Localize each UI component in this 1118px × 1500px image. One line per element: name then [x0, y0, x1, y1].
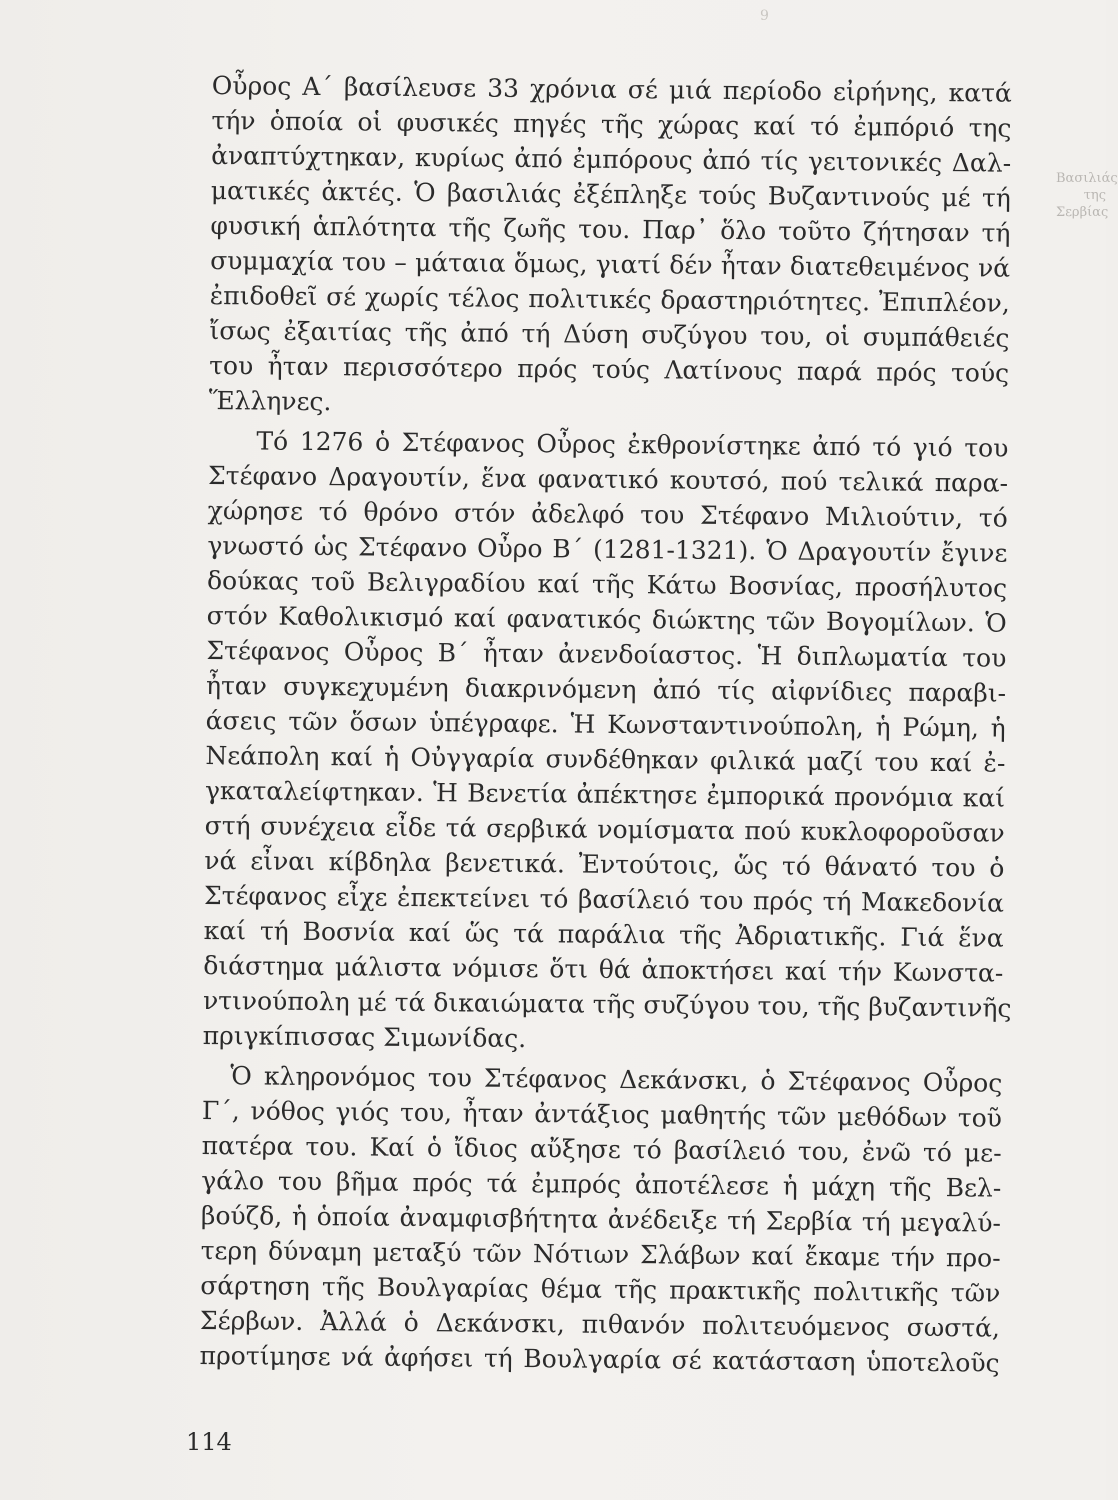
body-text	[199, 68, 1011, 1381]
text-line: γάλο του βῆμα πρός τά ἐμπρός ἀποτέλεσε ἡ μάχη τῆς Βελ-	[201, 1165, 1002, 1203]
text-line: Στέφανος εἶχε ἐπεκτείνει τό βασίλειό του πρός τή Μακεδονία	[203, 880, 1005, 918]
text-line: Ὁ κληρονόμος του Στέφανος Δεκάνσκι, ὁ Στέφανος Οὖρος	[230, 1061, 1003, 1098]
text-line: προτίμησε νά ἀφήσει τή Βουλγαρία σέ κατάσταση ὑποτελοῦς	[199, 1340, 1000, 1378]
text-line: Σέρβων. Ἀλλά ὁ Δεκάνσκι, πιθανόν πολιτευόμενος σωστά,	[199, 1305, 1001, 1343]
text-line: Οὖρος Α΄ βασίλευσε 33 χρόνια σέ μιά περίοδο εἰρήνης, κατά	[211, 70, 1012, 108]
top-margin-mark: 9	[760, 8, 769, 24]
text-line: τήν ὁποία οἱ φυσικές πηγές τῆς χώρας καί τό ἐμπόριό της	[211, 105, 1012, 143]
text-line: πριγκίπισσας Σιμωνίδας.	[202, 1020, 527, 1054]
text-line: διάστημα μάλιστα νόμισε ὅτι θά ἀποκτήσει καί τήν Κωνστα-	[203, 950, 1004, 988]
text-line: σάρτηση τῆς Βουλγαρίας θέμα τῆς πρακτικῆς πολιτικῆς τῶν	[200, 1270, 1001, 1308]
text-line: ἴσως ἐξαιτίας τῆς ἀπό τή Δύση συζύγου του, οἱ συμπάθειές	[209, 315, 1010, 353]
text-line: Στέφανο Δραγουτίν, ἕνα φανατικό κουτσό, πού τελικά παρα-	[207, 460, 1009, 498]
text-line: ἀναπτύχτηκαν, κυρίως ἀπό ἐμπόρους ἀπό τίς γειτονικές Δαλ-	[211, 140, 1012, 178]
paragraph-3	[199, 1058, 1002, 1381]
text-line: ματικές ἀκτές. Ὁ βασιλιάς ἐξέπληξε τούς Βυζαντινούς μέ τή	[210, 175, 1011, 213]
text-line: νά εἶναι κίβδηλα βενετικά. Ἐντούτοις, ὥς τό θάνατό του ὁ	[204, 845, 1005, 883]
paragraph-1	[209, 68, 1012, 426]
text-line: συμμαχία του – μάταια ὅμως, γιατί δέν ἦταν διατεθειμένος νά	[210, 245, 1011, 283]
text-line: πατέρα του. Καί ὁ ἴδιος αὔξησε τό βασίλειό του, ἐνῶ τό με-	[201, 1130, 1002, 1168]
text-line: δούκας τοῦ Βελιγραδίου καί τῆς Κάτω Βοσνίας, προσήλυτος	[206, 565, 1008, 603]
text-line: του ἦταν περισσότερο πρός τούς Λατίνους παρά πρός τούς	[209, 350, 1010, 388]
text-line: στόν Καθολικισμό καί φανατικός διώκτης τῶν Βογομίλων. Ὁ	[206, 600, 1007, 638]
text-line: Τό 1276 ὁ Στέφανος Οὖρος ἐκθρονίστηκε ἀπό τό γιό του	[256, 426, 1009, 463]
text-line: Στέφανος Οὖρος Β΄ ἦταν ἀνενδοίαστος. Ἡ διπλωματία του	[206, 635, 1007, 673]
text-line: ἦταν συγκεχυμένη διακρινόμενη ἀπό τίς αἰφνίδιες παραβι-	[205, 670, 1007, 708]
text-line: Νεάπολη καί ἡ Οὐγγαρία συνδέθηκαν φιλικά μαζί του καί ἐ-	[205, 740, 1006, 778]
text-line: ντινούπολη μέ τά δικαιώματα τῆς συζύγου του, τῆς βυζαντινῆς	[202, 985, 1012, 1023]
bleed-line: της Σερβίας	[1056, 188, 1109, 220]
text-line: γκαταλείφτηκαν. Ἡ Βενετία ἀπέκτησε ἐμπορικά προνόμια καί	[204, 775, 1006, 813]
paragraph-2	[202, 423, 1012, 1061]
text-line: καί τή Βοσνία καί ὥς τά παράλια τῆς Ἀδριατικῆς. Γιά ἕνα	[203, 915, 1004, 953]
text-line: τερη δύναμη μεταξύ τῶν Νότιων Σλάβων καί ἔκαμε τήν προ-	[200, 1235, 1001, 1273]
text-line: Γ΄, νόθος γιός του, ἦταν ἀντάξιος μαθητής τῶν μεθόδων τοῦ	[201, 1095, 1003, 1133]
text-line: βούζδ, ἡ ὁποία ἀναμφισβήτητα ἀνέδειξε τή Σερβία τή μεγαλύ-	[200, 1200, 1002, 1238]
text-line: Ἕλληνες.	[208, 385, 332, 417]
bleed-line: Βασιλιάς	[1056, 171, 1118, 186]
page-number: 114	[186, 1428, 232, 1456]
text-line: ἐπιδοθεῖ σέ χωρίς τέλος πολιτικές δραστηριότητες. Ἐπιπλέον,	[209, 280, 1010, 318]
text-line: φυσική ἁπλότητα τῆς ζωῆς του. Παρ᾿ ὅλο τοῦτο ζήτησαν τή	[210, 210, 1011, 248]
bleed-through-text	[1056, 170, 1118, 221]
text-line: στή συνέχεια εἶδε τά σερβικά νομίσματα πού κυκλοφοροῦσαν	[204, 810, 1005, 848]
text-line: γνωστό ὡς Στέφανο Οὖρο Β΄ (1281-1321). Ὁ Δραγουτίν ἔγινε	[207, 530, 1008, 568]
text-line: χώρησε τό θρόνο στόν ἀδελφό του Στέφανο Μιλιούτιν, τό	[207, 495, 1008, 533]
text-line: άσεις τῶν ὅσων ὑπέγραφε. Ἡ Κωνσταντινούπολη, ἡ Ρώμη, ἡ	[205, 705, 1006, 743]
